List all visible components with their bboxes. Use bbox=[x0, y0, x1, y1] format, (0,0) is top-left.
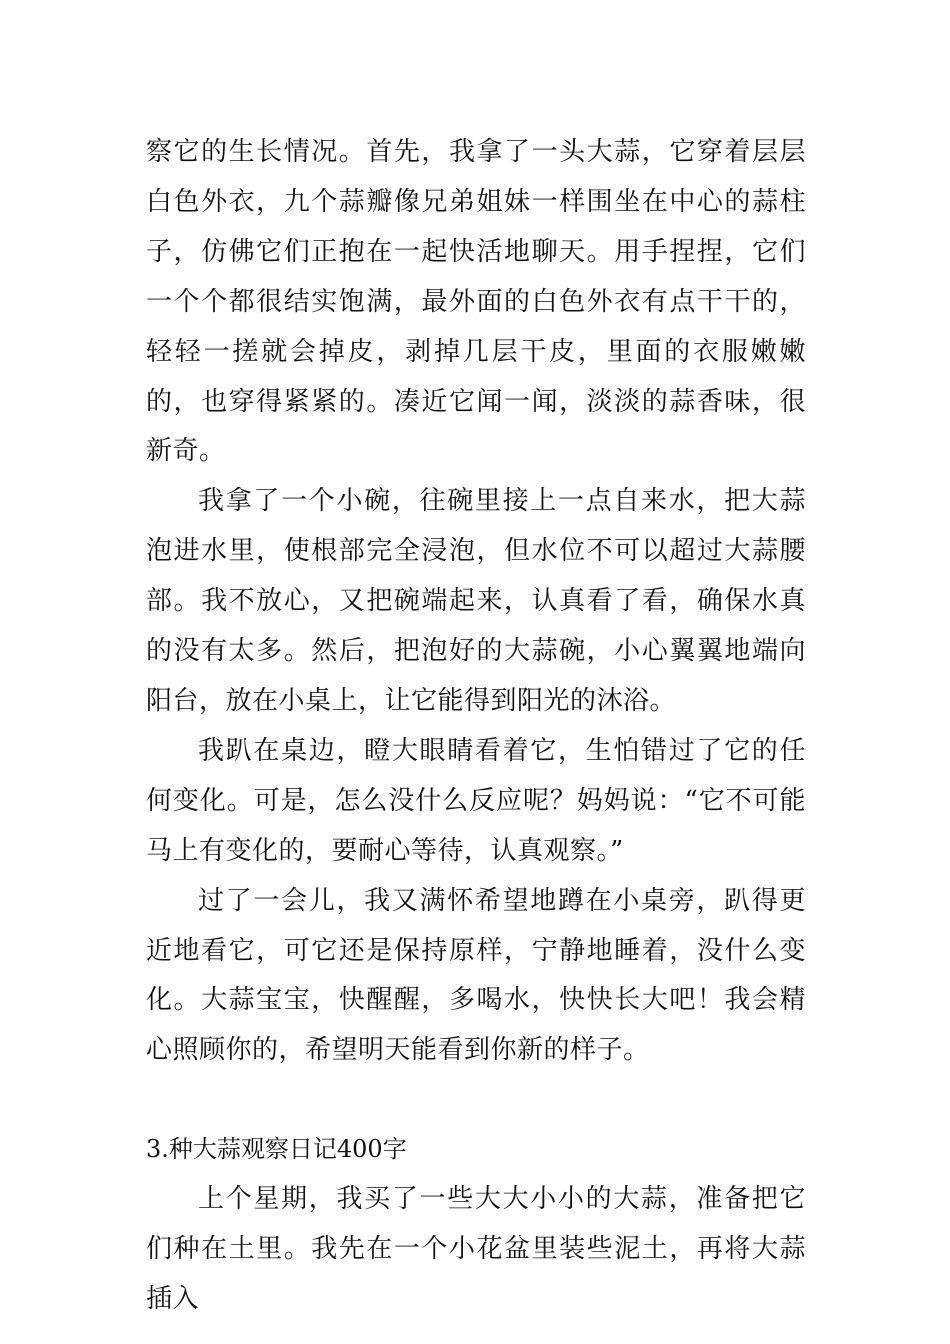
document-body bbox=[146, 128, 806, 1325]
paragraph-continued: 察它的生长情况。首先，我拿了一头大蒜，它穿着层层白色外衣，九个蒜瓣像兄弟姐妹一样围坐在中心的蒜柱子，仿佛它们正抱在一起快活地聊天。用手捏捏，它们一个个都很结实饱满，最外面的白色外衣有点干干的，轻轻一搓就会掉皮，剥掉几层干皮，里面的衣服嫩嫩的，也穿得紧紧的。凑近它闻一闻，淡淡的蒜香味，很新奇。 bbox=[146, 137, 806, 467]
section-title: 3.种大蒜观察日记400字 bbox=[146, 1135, 407, 1164]
paragraph-waiting: 过了一会儿，我又满怀希望地蹲在小桌旁，趴得更近地看它，可它还是保持原样，宁静地睡着，没什么变化。大蒜宝宝，快醒醒，多喝水，快快长大吧！我会精心照顾你的，希望明天能看到你新的样子。 bbox=[146, 885, 806, 1066]
paragraph-watching: 我趴在桌边，瞪大眼睛看着它，生怕错过了它的任何变化。可是，怎么没什么反应呢？妈妈说：“它不可能马上有变化的，要耐心等待，认真观察。” bbox=[146, 735, 806, 866]
paragraph-soaking-garlic: 我拿了一个小碗，往碗里接上一点自来水，把大蒜泡进水里，使根部完全浸泡，但水位不可以超过大蒜腰部。我不放心，又把碗端起来，认真看了看，确保水真的没有太多。然后，把泡好的大蒜碗，小心翼翼地端向阳台，放在小桌上，让它能得到阳光的沐浴。 bbox=[146, 486, 806, 716]
paragraph-planting: 上个星期，我买了一些大大小小的大蒜，准备把它们种在土里。我先在一个小花盆里装些泥土，再将大蒜插入 bbox=[146, 1184, 806, 1314]
